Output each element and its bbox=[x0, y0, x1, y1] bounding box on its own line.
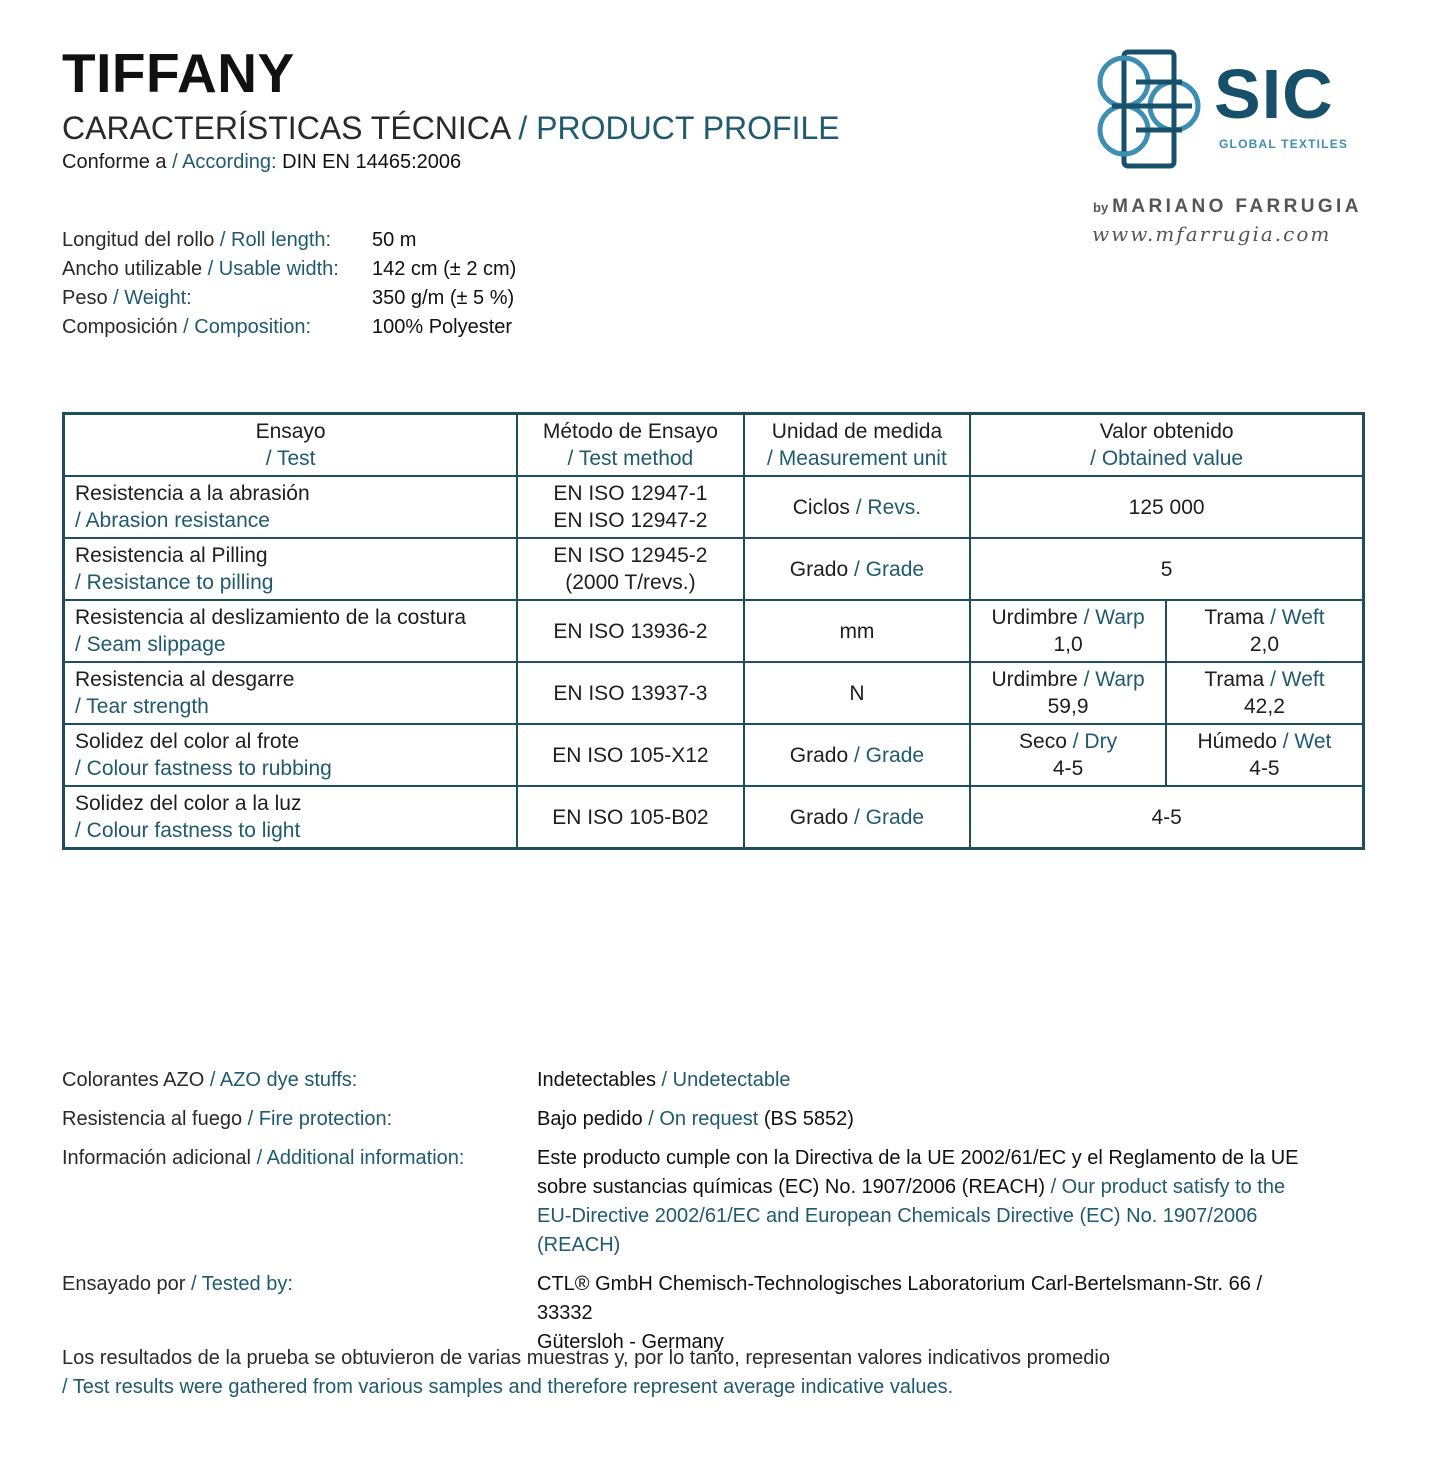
according-value: DIN EN 14465:2006 bbox=[282, 151, 462, 173]
info-value: Este producto cumple con la Directiva de la UE 2002/61/EC y el Reglamento de la UE sobre sustancias químicas (EC) No. 1907/2006 (REACH) / Our product satisfy to the EU-Directive 2002/61/EC and European Chemicals Directive (EC) No. 1907/2006 (REACH) bbox=[537, 1147, 1299, 1256]
test-value-dry: Seco / Dry 4-5 bbox=[970, 724, 1166, 786]
test-value-weft: Trama / Weft 2,0 bbox=[1166, 600, 1364, 662]
spec-row bbox=[62, 313, 516, 342]
table-row bbox=[64, 476, 1364, 538]
info-row-additional bbox=[62, 1144, 1342, 1260]
spec-value: 142 cm (± 2 cm) bbox=[372, 258, 517, 280]
spec-value: 100% Polyester bbox=[372, 316, 513, 338]
subtitle-es: CARACTERÍSTICAS TÉCNICA bbox=[62, 110, 510, 146]
header-value: Valor obtenido / Obtained value bbox=[970, 414, 1363, 477]
table-row bbox=[64, 786, 1364, 849]
spec-label: Ancho utilizable / Usable width: bbox=[62, 258, 339, 280]
test-value: 125 000 bbox=[970, 476, 1363, 538]
test-name: Resistencia a la abrasión / Abrasion resistance bbox=[64, 476, 518, 538]
test-unit: Grado / Grade bbox=[744, 724, 971, 786]
test-name: Resistencia al deslizamiento de la costura / Seam slippage bbox=[64, 600, 518, 662]
test-value: 5 bbox=[970, 538, 1363, 600]
info-value: Bajo pedido / On request (BS 5852) bbox=[537, 1108, 854, 1130]
info-label: Colorantes AZO / AZO dye stuffs: bbox=[62, 1069, 358, 1091]
table-row bbox=[64, 600, 1364, 662]
header-test: Ensayo / Test bbox=[64, 414, 518, 477]
spec-value: 50 m bbox=[372, 229, 417, 251]
spec-label: Peso / Weight: bbox=[62, 287, 192, 309]
test-name: Solidez del color a la luz / Colour fastness to light bbox=[64, 786, 518, 849]
sic-emblem-icon bbox=[1092, 46, 1204, 172]
test-value: 4-5 bbox=[970, 786, 1363, 849]
test-name: Resistencia al Pilling / Resistance to pilling bbox=[64, 538, 518, 600]
disclaimer bbox=[62, 1344, 1110, 1402]
test-method: EN ISO 13936-2 bbox=[517, 600, 743, 662]
test-unit: Grado / Grade bbox=[744, 538, 971, 600]
disclaimer-es: Los resultados de la prueba se obtuvieron de varias muestras y, por lo tanto, representan valores indicativos promedio bbox=[62, 1347, 1110, 1369]
test-method: EN ISO 12945-2 (2000 T/revs.) bbox=[517, 538, 743, 600]
brand-tagline: GLOBAL TEXTILES bbox=[1219, 137, 1349, 151]
test-value-weft: Trama / Weft 42,2 bbox=[1166, 662, 1364, 724]
spec-row bbox=[62, 226, 516, 255]
according-label-en: / According: bbox=[172, 151, 277, 173]
test-value-warp: Urdimbre / Warp 59,9 bbox=[970, 662, 1166, 724]
info-label: Ensayado por / Tested by: bbox=[62, 1273, 293, 1295]
spec-label: Composición / Composition: bbox=[62, 316, 312, 338]
test-method: EN ISO 105-B02 bbox=[517, 786, 743, 849]
info-row-fire bbox=[62, 1105, 1342, 1134]
info-value: Indetectables / Undetectable bbox=[537, 1069, 791, 1091]
website: www.mfarrugia.com bbox=[1092, 222, 1332, 246]
company-logo bbox=[1088, 44, 1368, 254]
test-unit: N bbox=[744, 662, 971, 724]
info-label: Resistencia al fuego / Fire protection: bbox=[62, 1108, 393, 1130]
test-method: EN ISO 12947-1 EN ISO 12947-2 bbox=[517, 476, 743, 538]
table-row bbox=[64, 724, 1364, 786]
page-subtitle bbox=[62, 108, 840, 148]
according-standard bbox=[62, 149, 461, 175]
product-title: TIFFANY bbox=[62, 42, 295, 104]
additional-info bbox=[62, 1066, 1342, 1367]
test-name: Resistencia al desgarre / Tear strength bbox=[64, 662, 518, 724]
test-method: EN ISO 13937-3 bbox=[517, 662, 743, 724]
test-unit: Grado / Grade bbox=[744, 786, 971, 849]
info-value: CTL® GmbH Chemisch-Technologisches Laboratorium Carl-Bertelsmann-Str. 66 / 33332 Gütersloh - Germany bbox=[537, 1273, 1263, 1353]
test-name: Solidez del color al frote / Colour fastness to rubbing bbox=[64, 724, 518, 786]
info-label: Información adicional / Additional information: bbox=[62, 1147, 465, 1169]
header-unit: Unidad de medida / Measurement unit bbox=[744, 414, 971, 477]
spec-list bbox=[62, 226, 516, 342]
table-header-row bbox=[64, 414, 1364, 477]
table-row bbox=[64, 538, 1364, 600]
test-method: EN ISO 105-X12 bbox=[517, 724, 743, 786]
disclaimer-en: / Test results were gathered from various samples and therefore represent average indicative values. bbox=[62, 1376, 954, 1398]
test-unit: mm bbox=[744, 600, 971, 662]
table-row bbox=[64, 662, 1364, 724]
author-name: MARIANO FARRUGIA bbox=[1112, 196, 1362, 217]
spec-label: Longitud del rollo / Roll length: bbox=[62, 229, 332, 251]
header-method: Método de Ensayo / Test method bbox=[517, 414, 743, 477]
subtitle-en: / PRODUCT PROFILE bbox=[518, 110, 840, 146]
test-results-table bbox=[62, 412, 1365, 850]
info-row-azo bbox=[62, 1066, 1342, 1095]
test-value-wet: Húmedo / Wet 4-5 bbox=[1166, 724, 1364, 786]
spec-row bbox=[62, 255, 516, 284]
by-label: by bbox=[1093, 200, 1109, 215]
test-value-warp: Urdimbre / Warp 1,0 bbox=[970, 600, 1166, 662]
author-line bbox=[1093, 196, 1362, 218]
brand-name: SIC bbox=[1214, 55, 1334, 133]
test-unit: Ciclos / Revs. bbox=[744, 476, 971, 538]
spec-value: 350 g/m (± 5 %) bbox=[372, 287, 515, 309]
spec-row bbox=[62, 284, 516, 313]
according-label-es: Conforme a bbox=[62, 151, 167, 173]
